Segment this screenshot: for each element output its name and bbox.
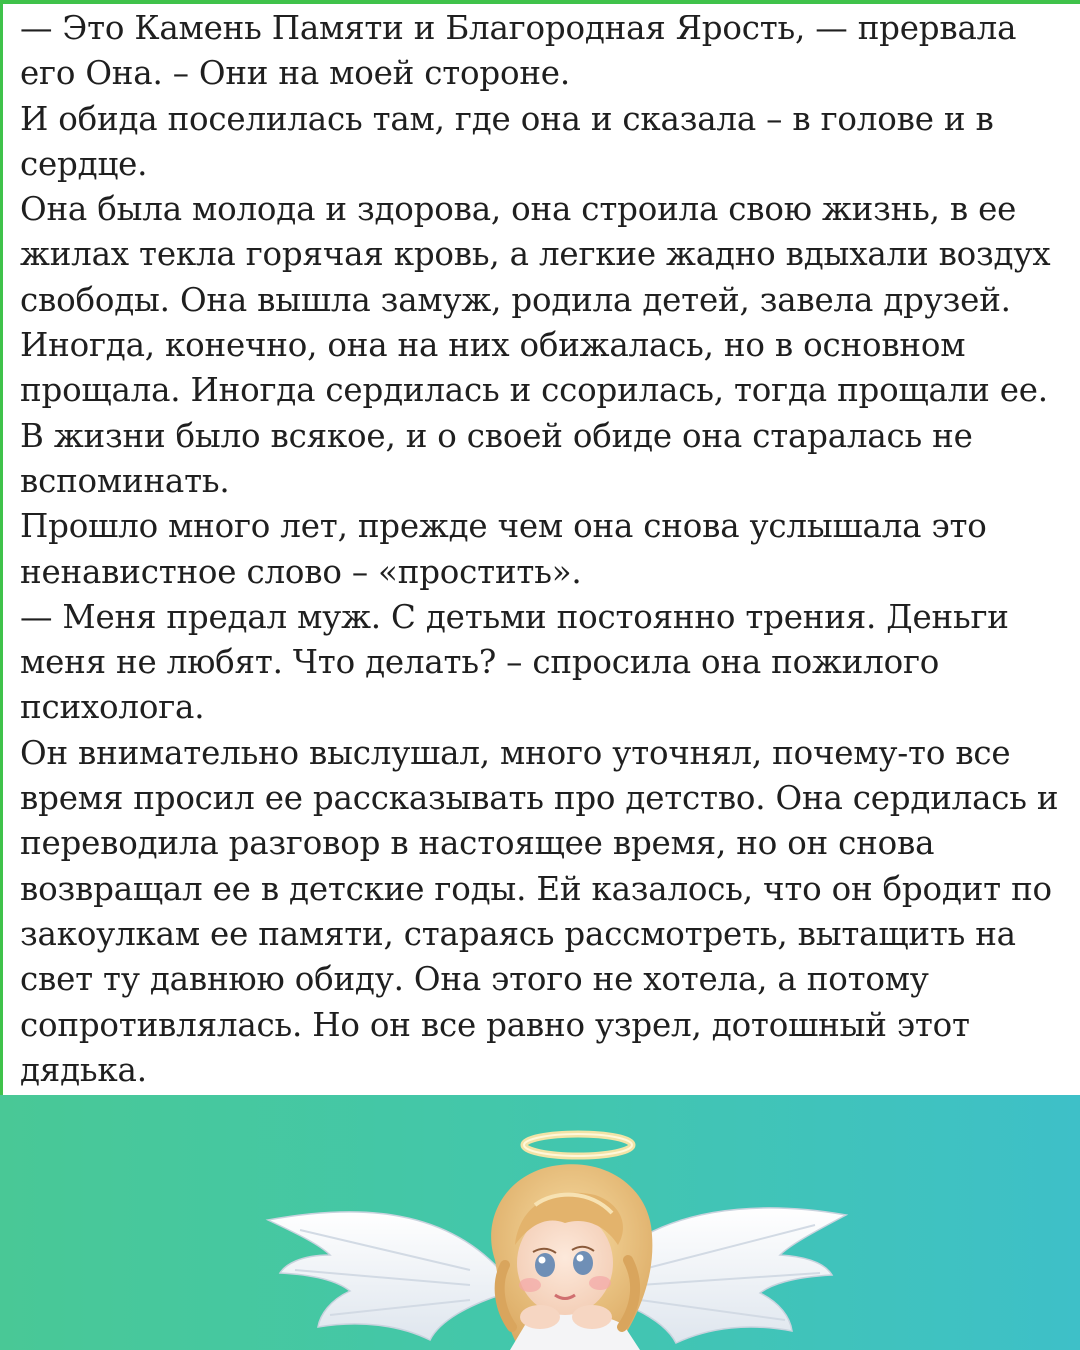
text-line: Он внимательно выслушал, много уточнял, почему-то все xyxy=(20,733,1011,772)
text-line: его Она. – Они на моей стороне. xyxy=(20,54,570,93)
text-line: дядька. xyxy=(20,1050,147,1089)
left-wing xyxy=(268,1212,500,1340)
text-line: переводила разговор в настоящее время, но он снова xyxy=(20,824,935,863)
text-line: прощала. Иногда сердилась и ссорилась, тогда прощали ее. xyxy=(20,371,1048,410)
text-line: меня не любят. Что делать? – спросила она пожилого xyxy=(20,643,940,682)
text-line: жилах текла горячая кровь, а легкие жадно вдыхали воздух xyxy=(20,235,1051,274)
text-line: время просил ее рассказывать про детство. Она сердилась и xyxy=(20,779,1059,818)
top-border xyxy=(0,0,1080,4)
left-eye xyxy=(535,1253,555,1277)
text-line: свободы. Она вышла замуж, родила детей, завела друзей. xyxy=(20,280,1011,319)
right-hand xyxy=(572,1305,612,1329)
text-line: И обида поселилась там, где она и сказала – в голове и в xyxy=(20,99,994,138)
text-line: свет ту давнюю обиду. Она этого не хотела, а потому xyxy=(20,960,929,999)
left-border xyxy=(0,0,3,1095)
text-line: Иногда, конечно, она на них обижалась, но в основном xyxy=(20,326,966,365)
story-text xyxy=(20,6,1080,1094)
text-line: сердце. xyxy=(20,144,148,183)
text-line: сопротивлялась. Но он все равно узрел, дотошный этот xyxy=(20,1005,970,1044)
text-line: возвращал ее в детские годы. Ей казалось, что он бродит по xyxy=(20,869,1052,908)
text-line: В жизни было всякое, и о своей обиде она старалась не xyxy=(20,416,973,455)
angel-illustration xyxy=(0,1095,1080,1350)
text-line: психолога. xyxy=(20,688,205,727)
text-line: Она была молода и здорова, она строила свою жизнь, в ее xyxy=(20,190,1017,229)
text-line: вспоминать. xyxy=(20,461,230,500)
text-line: ненавистное слово – «простить». xyxy=(20,552,582,591)
text-line: — Это Камень Памяти и Благородная Ярость, — прервала xyxy=(20,9,1017,47)
right-eye xyxy=(573,1251,593,1275)
text-line: Прошло много лет, прежде чем она снова услышала это xyxy=(20,507,987,546)
left-hand xyxy=(520,1305,560,1329)
text-line: — Меня предал муж. С детьми постоянно трения. Деньги xyxy=(20,597,1009,636)
text-line: закоулкам ее памяти, стараясь рассмотреть, вытащить на xyxy=(20,914,1016,953)
illustration-panel xyxy=(0,1095,1080,1350)
